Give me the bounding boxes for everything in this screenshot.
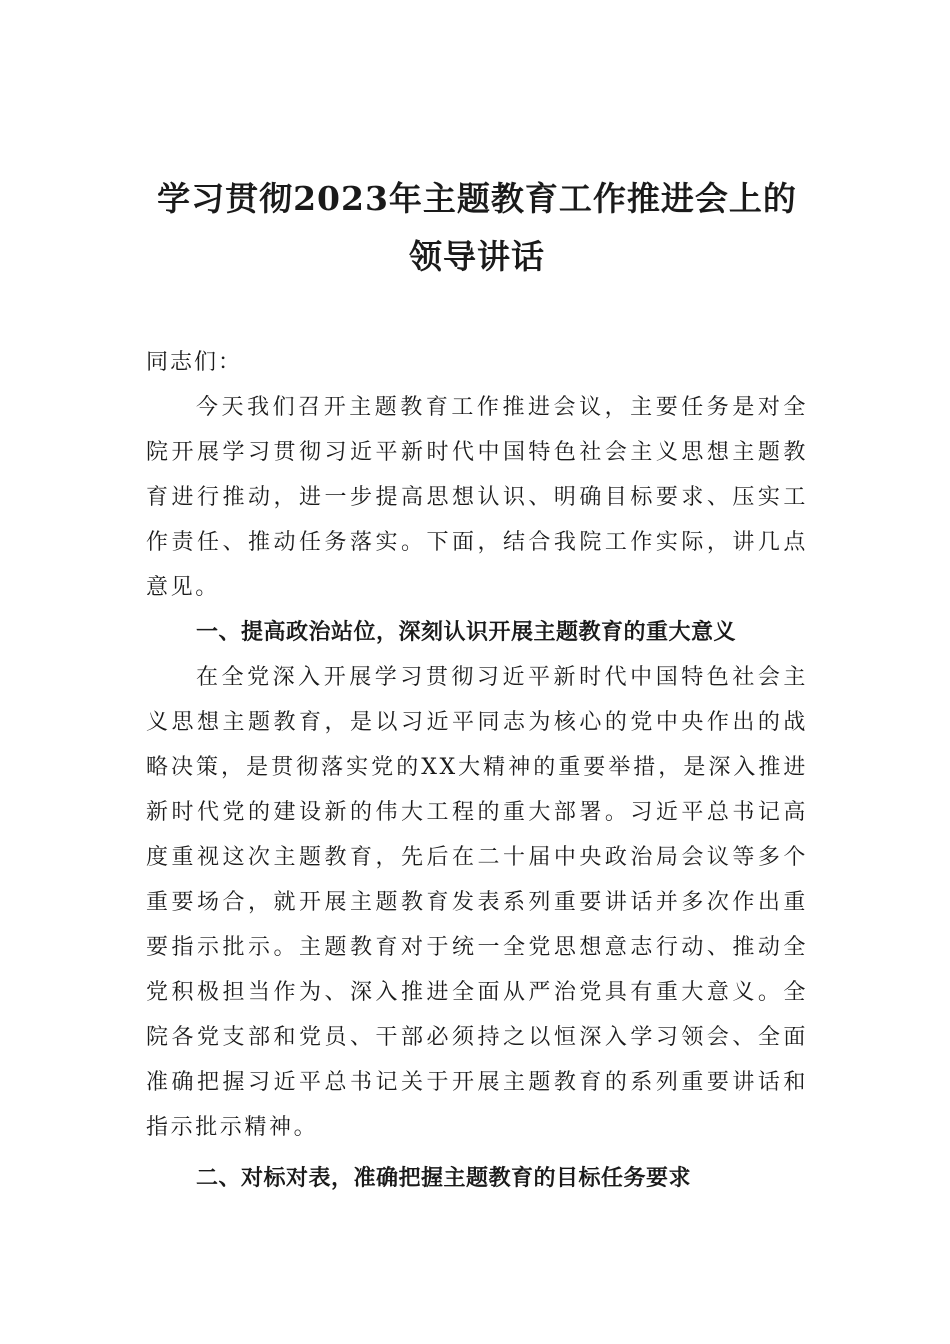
section-1-heading: 一、提高政治站位，深刻认识开展主题教育的重大意义 [196,620,737,645]
section-2-heading: 二、对标对表，准确把握主题教育的目标任务要求 [196,1166,692,1191]
section-1-paragraph: 在全党深入开展学习贯彻习近平新时代中国特色社会主义思想主题教育，是以习近平同志为核心的党中央作出的战略决策，是贯彻落实党的XX大精神的重要举措，是深入推进新时代党的建设新的伟大工程的重大部署。习近平总书记高度重视这次主题教育，先后在二十届中央政治局会议等多个重要场合，就开展主题教育发表系列重要讲话并多次作出重要指示批示。主题教育对于统一全党思想意志行动、推动全党积极担当作为、深入推进全面从严治党具有重大意义。全院各党支部和党员、干部必须持之以恒深入学习领会、全面准确把握习近平总书记关于开展主题教育的系列重要讲话和指示批示精神。 [146,665,808,1140]
salutation: 同志们： [146,350,243,375]
document-title-line-2: 领导讲话 [409,237,545,276]
document-title-line-1: 学习贯彻2023年主题教育工作推进会上的 [157,179,797,218]
document-page [146,170,808,1201]
intro-paragraph: 今天我们召开主题教育工作推进会议，主要任务是对全院开展学习贯彻习近平新时代中国特色社会主义思想主题教育进行推动，进一步提高思想认识、明确目标要求、压实工作责任、推动任务落实。下面，结合我院工作实际，讲几点意见。 [146,395,808,600]
